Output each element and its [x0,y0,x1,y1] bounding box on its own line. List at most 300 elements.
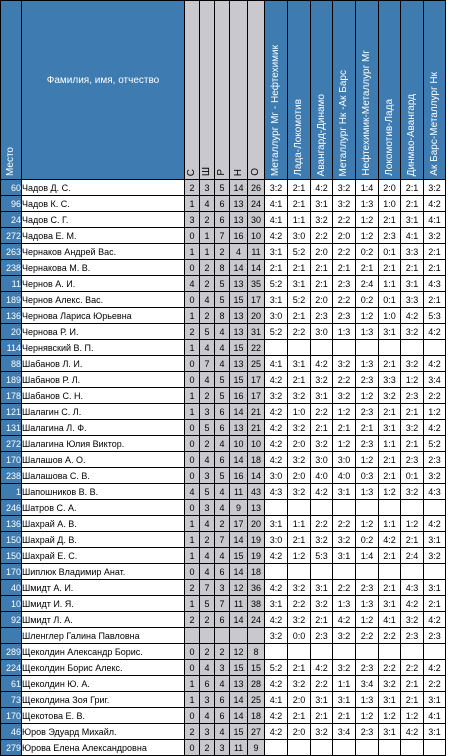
stat-cell: 14 [230,692,248,708]
prediction-cell: 2:1 [401,196,424,212]
prediction-cell: 2:0 [379,180,401,196]
stat-cell: 0 [185,356,200,372]
table-row [1,260,446,276]
stat-cell: 1 [185,340,200,356]
table-row [1,452,446,468]
stat-cell: 14 [230,404,248,420]
prediction-cell: 2:3 [356,372,379,388]
table-row [1,708,446,724]
table-row [1,548,446,564]
stat-cell: 2 [200,436,215,452]
stat-cell: 4 [230,244,248,260]
stat-cell: 5 [200,324,215,340]
stat-cell: 13 [230,420,248,436]
table-row [1,436,446,452]
prediction-cell: 1:3 [356,596,379,612]
prediction-cell: 3:2 [424,548,446,564]
prediction-cell [333,644,356,660]
prediction-cell: 3:1 [379,724,401,740]
prediction-cell: 1:3 [356,196,379,212]
stat-cell: 8 [215,308,230,324]
prediction-cell [379,500,401,516]
prediction-cell [288,740,311,756]
prediction-cell: 2:2 [288,324,311,340]
prediction-cell: 1:2 [356,516,379,532]
stat-cell: 6 [215,564,230,580]
prediction-cell: 2:3 [333,308,356,324]
prediction-cell: 1:1 [288,212,311,228]
prediction-cell: 2:1 [333,708,356,724]
prediction-cell: 3:0 [265,308,288,324]
prediction-cell: 4:1 [424,212,446,228]
place-cell: 272 [1,228,22,244]
prediction-cell: 2:3 [356,660,379,676]
prediction-cell: 2:1 [424,292,446,308]
name-cell: Шабанов Л. И. [22,356,185,372]
prediction-cell: 2:3 [356,404,379,420]
stat-cell: 14 [230,612,248,628]
stat-cell: 16 [230,388,248,404]
prediction-cell [356,340,379,356]
prediction-cell: 2:1 [288,180,311,196]
prediction-cell [311,644,333,660]
stat-cell: 11 [230,484,248,500]
prediction-cell: 3:0 [333,452,356,468]
prediction-cell: 4:1 [379,612,401,628]
stat-cell: 4 [215,676,230,692]
prediction-cell: 1:2 [379,484,401,500]
prediction-cell: 3:4 [356,676,379,692]
prediction-cell: 3:1 [424,724,446,740]
prediction-cell: 3:1 [401,212,424,228]
prediction-cell: 0:3 [356,468,379,484]
stat-cell: 6 [215,612,230,628]
stat-cell: 21 [248,404,265,420]
stat-cell: 14 [230,260,248,276]
prediction-cell: 3:2 [288,612,311,628]
stat-cell: 12 [230,580,248,596]
stat-cell: 14 [230,452,248,468]
prediction-cell: 4:2 [265,404,288,420]
stat-cell: 2 [185,612,200,628]
prediction-cell: 3:2 [401,612,424,628]
stat-cell: 0 [185,644,200,660]
stat-cell: 2 [185,180,200,196]
stat-cell: 14 [248,468,265,484]
prediction-cell: 4:2 [311,356,333,372]
place-cell: 20 [1,324,22,340]
place-cell: 1 [1,484,22,500]
prediction-cell: 2:2 [333,292,356,308]
prediction-cell [356,644,379,660]
prediction-cell: 3:2 [311,212,333,228]
prediction-cell: 1:3 [356,484,379,500]
place-cell: 189 [1,372,22,388]
stat-cell: 15 [230,548,248,564]
table-row [1,180,446,196]
stat-cell: 1 [185,532,200,548]
stat-cell: 0 [185,420,200,436]
name-cell: Шалашова С. В. [22,468,185,484]
prediction-cell: 3:1 [265,596,288,612]
table-row [1,740,446,756]
prediction-cell: 3:2 [401,324,424,340]
name-cell: Шахрай Е. С. [22,548,185,564]
prediction-cell: 3:2 [333,388,356,404]
place-cell: 272 [1,436,22,452]
prediction-cell: 2:1 [401,532,424,548]
prediction-cell: 2:2 [401,660,424,676]
prediction-cell: 3:2 [288,484,311,500]
prediction-cell: 1:2 [401,708,424,724]
prediction-cell: 3:2 [379,388,401,404]
prediction-cell: 5:3 [311,548,333,564]
stat-cell: 5 [200,484,215,500]
stat-cell: 0 [185,660,200,676]
prediction-cell: 3:2 [265,628,288,644]
stat-cell: 13 [230,676,248,692]
stat-cell: 31 [248,324,265,340]
prediction-cell [311,740,333,756]
stat-cell: 15 [230,292,248,308]
prediction-cell: 4:1 [265,212,288,228]
prediction-cell: 1:4 [356,548,379,564]
place-cell: 92 [1,612,22,628]
stat-cell: 17 [248,372,265,388]
stat-cell: 0 [185,468,200,484]
stat-cell: 36 [248,580,265,596]
prediction-cell [379,644,401,660]
prediction-cell: 2:1 [401,260,424,276]
stat-cell: 11 [230,596,248,612]
stat-cell: 5 [215,292,230,308]
prediction-cell: 3:0 [311,324,333,340]
stat-cell: 6 [215,420,230,436]
prediction-cell: 3:1 [379,324,401,340]
prediction-cell: 3:1 [333,548,356,564]
prediction-cell: 2:4 [356,276,379,292]
prediction-cell: 2:1 [379,212,401,228]
prediction-cell: 4:2 [265,372,288,388]
prediction-cell: 1:2 [401,372,424,388]
prediction-cell: 3:2 [311,372,333,388]
prediction-cell: 5:2 [265,324,288,340]
stat-cell: 6 [200,676,215,692]
prediction-cell [379,564,401,580]
stat-cell: 13 [230,324,248,340]
prediction-cell: 2:2 [379,660,401,676]
stat-cell: 6 [215,196,230,212]
stat-cell: 15 [230,340,248,356]
place-cell: 10 [1,596,22,612]
prediction-cell: 3:2 [333,356,356,372]
prediction-cell: 3:4 [424,372,446,388]
table-row [1,468,446,484]
prediction-cell: 3:2 [401,420,424,436]
prediction-cell: 4:2 [265,612,288,628]
stat-cell: 4 [185,276,200,292]
stat-cell: 1 [185,196,200,212]
prediction-cell: 4:2 [265,708,288,724]
prediction-cell: 1:2 [356,388,379,404]
prediction-cell: 2:1 [401,404,424,420]
stat-cell: 10 [248,228,265,244]
place-cell: 136 [1,516,22,532]
prediction-cell: 1:2 [401,516,424,532]
place-cell: 40 [1,580,22,596]
prediction-cell: 0:1 [401,468,424,484]
match-header-2: Лада-Локомотив [288,1,311,180]
prediction-cell [311,564,333,580]
stat-cell: 12 [230,644,248,660]
name-cell: Чернов Алекс. Вас. [22,292,185,308]
prediction-cell: 3:3 [379,372,401,388]
place-header: Место [1,1,22,180]
prediction-cell: 4:2 [265,452,288,468]
prediction-cell: 3:0 [311,452,333,468]
prediction-cell [288,564,311,580]
stat-cell: 2 [200,532,215,548]
name-cell: Щеколдин Ю. А. [22,676,185,692]
prediction-cell: 3:2 [333,532,356,548]
prediction-cell: 2:1 [379,580,401,596]
stat-cell: 19 [248,548,265,564]
prediction-cell: 5:3 [424,308,446,324]
prediction-cell: 3:1 [333,484,356,500]
prediction-cell: 4:2 [401,308,424,324]
stat-cell: 3 [215,580,230,596]
prediction-cell: 2:1 [424,260,446,276]
prediction-cell [401,564,424,580]
prediction-cell: 3:2 [265,180,288,196]
prediction-cell: 2:0 [333,228,356,244]
place-cell: 73 [1,692,22,708]
stat-cell: 3 [200,500,215,516]
stat-cell: 3 [200,692,215,708]
prediction-cell: 1:4 [356,180,379,196]
name-cell: Шахрай Д. В. [22,532,185,548]
prediction-cell [333,740,356,756]
stat-cell: 25 [248,692,265,708]
stat-cell: 9 [248,740,265,756]
prediction-cell: 2:1 [424,596,446,612]
prediction-cell: 1:2 [333,436,356,452]
prediction-cell: 3:1 [265,292,288,308]
prediction-cell: 4:2 [265,676,288,692]
stat-cell: 11 [230,740,248,756]
prediction-cell: 4:0 [333,468,356,484]
table-row [1,628,446,644]
name-cell: Шалагина Юлия Виктор. [22,436,185,452]
stat-cell: 4 [200,708,215,724]
prediction-cell: 2:2 [333,244,356,260]
stat-cell: 18 [248,708,265,724]
place-cell: 224 [1,660,22,676]
name-cell: Шабанов Р. Л. [22,372,185,388]
prediction-cell: 5:2 [265,276,288,292]
name-cell: Шленглер Галина Павловна [22,628,185,644]
prediction-cell: 0:2 [356,244,379,260]
prediction-cell: 2:1 [288,196,311,212]
prediction-cell: 4:3 [265,484,288,500]
stat-cell: 2 [185,324,200,340]
stat-cell: 2 [215,644,230,660]
stat-cell: 4 [215,356,230,372]
table-row [1,516,446,532]
table-row [1,404,446,420]
prediction-cell: 1:2 [356,708,379,724]
prediction-cell: 3:1 [379,420,401,436]
stat-cell: 4 [200,564,215,580]
stat-cell: 2 [200,260,215,276]
place-cell: 136 [1,308,22,324]
stat-cell: 3 [215,660,230,676]
prediction-cell: 1:3 [356,692,379,708]
table-row [1,388,446,404]
stat-cell: 2 [185,580,200,596]
place-cell: 61 [1,676,22,692]
prediction-cell: 2:1 [311,276,333,292]
prediction-cell [356,564,379,580]
match-header-3: Авангард-Динамо [311,1,333,180]
stat-cell: 30 [248,212,265,228]
stat-cell: 0 [185,740,200,756]
prediction-cell: 4:2 [265,436,288,452]
prediction-cell: 2:2 [356,628,379,644]
stat-cell: 2 [185,724,200,740]
name-cell: Чадов Д. С. [22,180,185,196]
prediction-cell: 2:2 [311,404,333,420]
stat-cell: 0 [185,228,200,244]
prediction-cell: 3:2 [311,724,333,740]
prediction-cell: 2:4 [401,548,424,564]
prediction-cell: 4:2 [424,516,446,532]
stat-cell: 1 [185,596,200,612]
stat-cell: 21 [248,420,265,436]
name-cell: Щеколдин Александр Борис. [22,644,185,660]
table-row [1,372,446,388]
place-cell: 24 [1,212,22,228]
prediction-cell: 4:2 [424,324,446,340]
stat-cell [200,628,215,644]
table-row [1,308,446,324]
stat-cell: 16 [230,468,248,484]
stat-cell: 5 [215,468,230,484]
place-cell: 114 [1,340,22,356]
prediction-cell: 3:1 [424,532,446,548]
prediction-cell: 2:2 [333,516,356,532]
prediction-cell: 1:3 [333,324,356,340]
prediction-cell: 2:1 [288,708,311,724]
stat-cell: 0 [185,372,200,388]
stat-cell: 20 [248,308,265,324]
stat-cell: 7 [215,532,230,548]
name-cell: Юров Эдуард Михайл. [22,724,185,740]
prediction-cell: 0:1 [379,244,401,260]
prediction-cell: 4:2 [265,228,288,244]
stat-cell: 25 [248,356,265,372]
prediction-cell [424,644,446,660]
stat-cell: 35 [248,276,265,292]
prediction-cell: 2:0 [288,468,311,484]
stat-cell: 0 [185,260,200,276]
prediction-cell [288,500,311,516]
prediction-cell: 2:1 [379,468,401,484]
stat-cell: 27 [248,724,265,740]
stat-cell: 4 [200,548,215,564]
stat-cell: 2 [200,644,215,660]
prediction-cell: 2:2 [288,596,311,612]
prediction-cell: 4:0 [311,468,333,484]
table-row [1,276,446,292]
stat-cell: 20 [248,516,265,532]
stat-cell: 0 [185,564,200,580]
stat-cell: 15 [230,660,248,676]
prediction-cell: 4:2 [424,612,446,628]
place-cell: 238 [1,468,22,484]
name-cell: Щеколдин Борис Алекс. [22,660,185,676]
prediction-cell: 3:1 [424,692,446,708]
stat-cell: 43 [248,484,265,500]
stat-cell: 3 [185,212,200,228]
prediction-cell: 3:3 [401,292,424,308]
prediction-cell: 3:1 [311,580,333,596]
header-row [1,1,446,180]
stat-cell: 4 [215,484,230,500]
stat-header-o: О [248,1,265,180]
place-cell: 178 [1,388,22,404]
prediction-cell: 2:1 [379,356,401,372]
prediction-cell: 1:3 [356,324,379,340]
stat-cell: 10 [230,436,248,452]
stat-cell: 13 [230,212,248,228]
prediction-cell: 0:1 [379,292,401,308]
prediction-cell: 2:3 [356,724,379,740]
prediction-cell: 1:2 [356,212,379,228]
match-header-4: Металлург Нк -Ак Барс [333,1,356,180]
stat-cell: 1 [185,692,200,708]
stat-cell: 0 [185,452,200,468]
prediction-cell: 4:3 [401,580,424,596]
name-cell: Щеколдина Зоя Григ. [22,692,185,708]
prediction-cell: 2:1 [288,372,311,388]
place-cell: 150 [1,548,22,564]
stat-header-c: С [185,1,200,180]
table-row [1,724,446,740]
prediction-cell: 4:2 [424,356,446,372]
stat-cell: 2 [200,308,215,324]
name-cell: Шмидт А. И. [22,580,185,596]
table-row [1,324,446,340]
stat-cell: 6 [215,452,230,468]
stat-cell: 5 [215,372,230,388]
prediction-cell [333,500,356,516]
prediction-cell: 3:4 [333,724,356,740]
prediction-cell: 2:1 [265,260,288,276]
prediction-cell: 3:1 [288,356,311,372]
stat-cell: 2 [200,212,215,228]
prediction-cell: 2:2 [333,372,356,388]
stat-cell: 14 [248,260,265,276]
prediction-cell: 3:1 [311,388,333,404]
prediction-cell: 2:0 [288,436,311,452]
place-cell: 170 [1,452,22,468]
prediction-cell: 4:2 [311,180,333,196]
prediction-cell: 2:2 [333,212,356,228]
prediction-cell [424,740,446,756]
prediction-cell [379,740,401,756]
place-cell: 11 [1,276,22,292]
